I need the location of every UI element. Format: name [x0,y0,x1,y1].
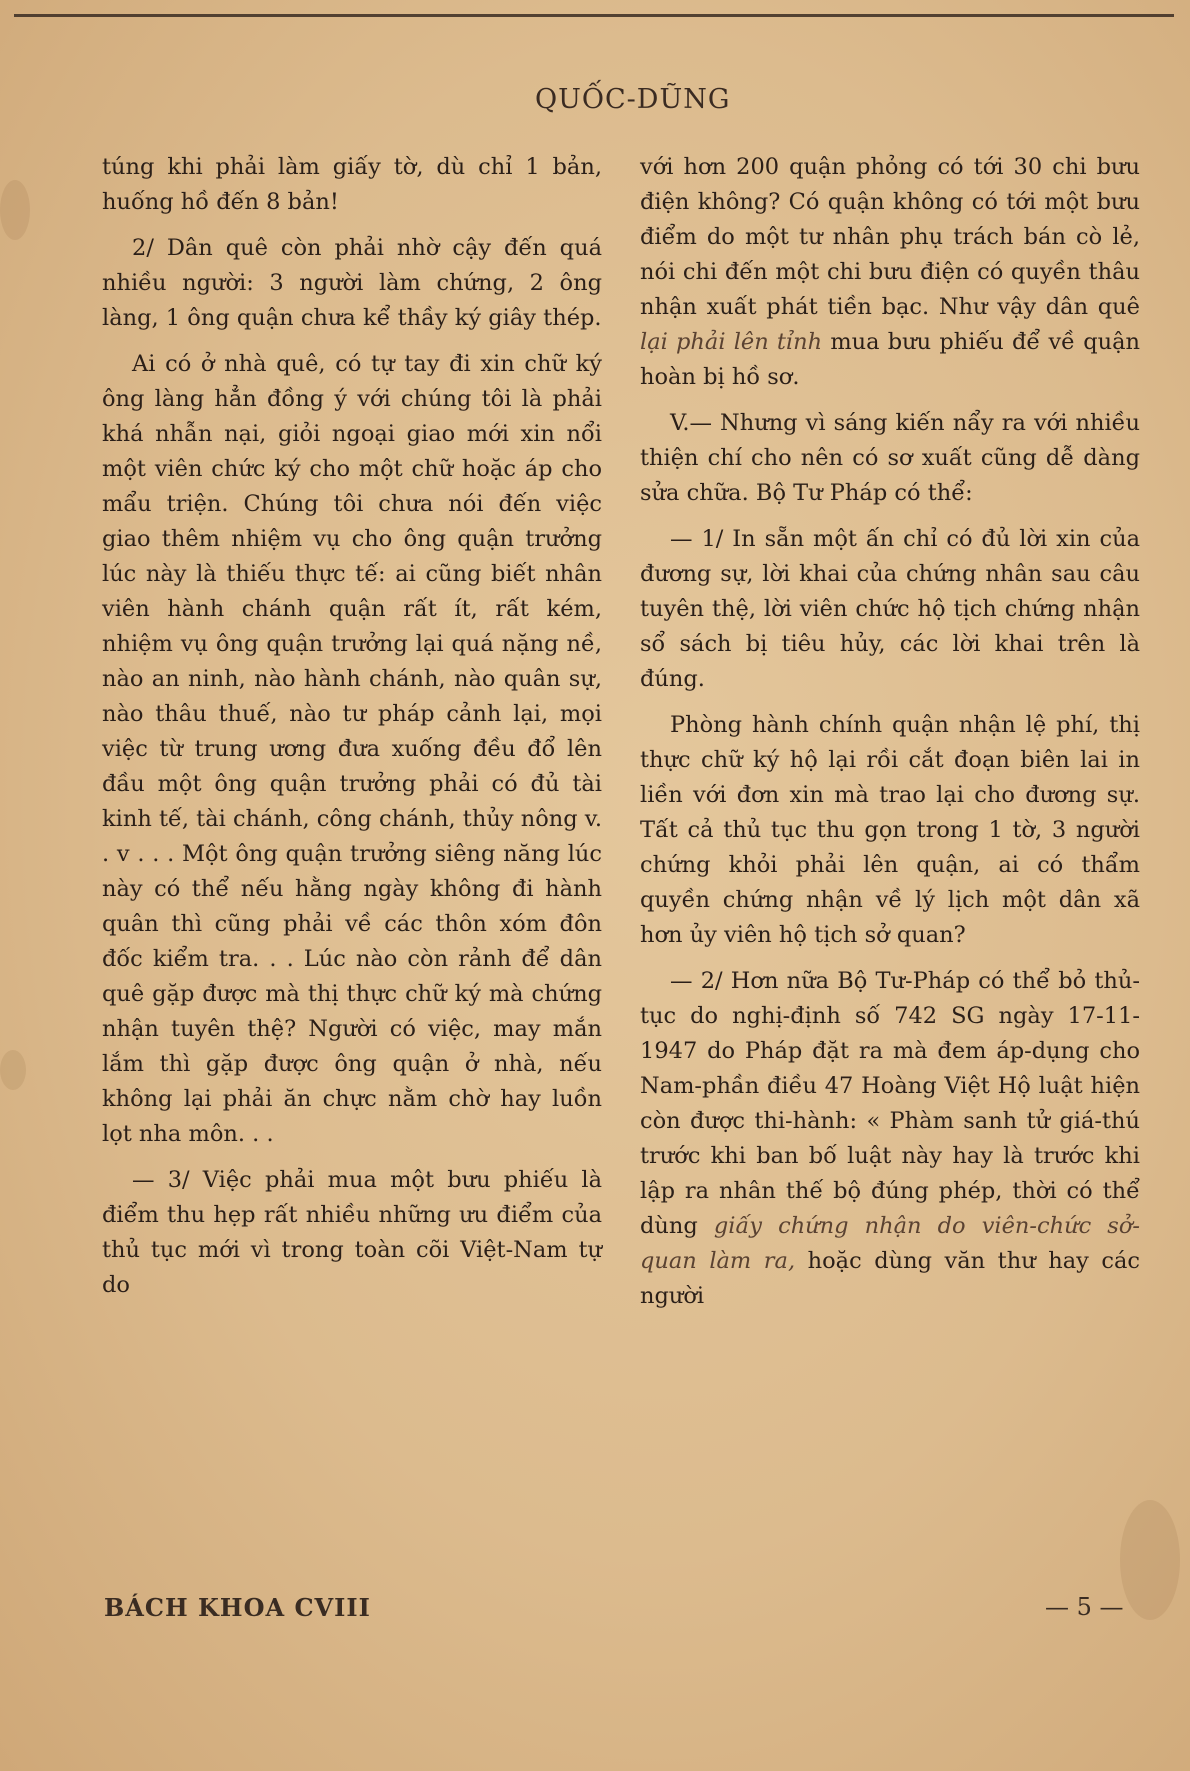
text-run: với hơn 200 quận phỏng có tới 30 chi bưu điện không? Có quận không có tới một bưu điểm do một tư nhân phụ trách bán cò lẻ, nói chi đến một chi bưu điện có quyền thâu nhận xuất phát tiền bạc. Như vậy dân quê [640,154,1140,320]
italic-text: lại phải lên tỉnh [640,329,823,355]
text-run: — 2/ Hơn nữa Bộ Tư-Pháp có thể bỏ thủ-tục do nghị-định số 742 SG ngày 17-11-1947 do Pháp đặt ra mà đem áp-dụng cho Nam-phần điều 47 Hoàng Việt Hộ luật hiện còn được thi-hành: « Phàm sanh tử giá-thú trước khi ban bố luật này hay là trước khi lập ra nhân thế bộ đúng phép, thời có thể dùng [640,968,1140,1239]
publication-name: BÁCH KHOA CVIII [104,1593,371,1622]
page-stain [0,180,30,240]
right-column [640,150,1140,1325]
paragraph: túng khi phải làm giấy tờ, dù chỉ 1 bản, huống hồ đến 8 bản! [102,154,602,215]
paragraph: — 3/ Việc phải mua một bưu phiếu là điểm thu hẹp rất nhiều những ưu điểm của thủ tục mới vì trong toàn cõi Việt-Nam tự do [102,1167,602,1298]
page-stain [1120,1500,1180,1620]
left-column [102,150,602,1314]
italic-text: giấy chứng nhận do viên-chức sở-quan làm ra, [640,1213,1140,1274]
top-rule [14,14,1174,17]
paragraph: Phòng hành chính quận nhận lệ phí, thị thực chữ ký hộ lại rồi cắt đoạn biên lai in liền với đơn xin mà trao lại cho đương sự. Tất cả thủ tục thu gọn trong 1 tờ, 3 người chứng khỏi phải lên quận, ai có thẩm quyền chứng nhận về lý lịch một dân xã hơn ủy viên hộ tịch sở quan? [640,712,1140,948]
paragraph [640,150,1140,395]
text-run: hoặc dùng văn thư hay các người [640,1248,1140,1309]
paragraph: — 1/ In sẵn một ấn chỉ có đủ lời xin của đương sự, lời khai của chứng nhân sau câu tuyên thệ, lời viên chức hộ tịch chứng nhận sổ sách bị tiêu hủy, các lời khai trên là đúng. [640,526,1140,692]
page-number: — 5 — [1045,1593,1124,1621]
paragraph: 2/ Dân quê còn phải nhờ cậy đến quá nhiều người: 3 người làm chứng, 2 ông làng, 1 ông quận chưa kể thầy ký giây thép. [102,235,602,331]
paragraph: Ai có ở nhà quê, có tự tay đi xin chữ ký ông làng hẳn đồng ý với chúng tôi là phải khá nhẫn nại, giỏi ngoại giao mới xin nổi một viên chức ký cho một chữ hoặc áp cho mẩu triện. Chúng tôi chưa nói đến việc giao thêm nhiệm vụ cho ông quận trưởng lúc này là thiếu thực tế: ai cũng biết nhân viên hành chánh quận rất ít, rất kém, nhiệm vụ ông quận trưởng lại quá nặng nề, nào an ninh, nào hành chánh, nào quân sự, nào thâu thuế, nào tư pháp cảnh lại, mọi việc từ trung ương đưa xuống đều đổ lên đầu một ông quận trưởng phải có đủ tài kinh tế, tài chánh, công chánh, thủy nông v. . v . . . Một ông quận trưởng siêng năng lúc này có thể nếu hằng ngày không đi hành quân thì cũng phải về các thôn xóm đôn đốc kiểm tra. . . Lúc nào còn rảnh để dân quê gặp được mà thị thực chữ ký mà chứng nhận tuyên thệ? Người có việc, may mắn lắm thì gặp được ông quận ở nhà, nếu không lại phải ăn chực nằm chờ hay luồn lọt nha môn. . . [102,351,602,1147]
text-run: mua bưu phiếu để về quận hoàn bị hồ sơ. [640,329,1140,390]
running-head: QUỐC-DŨNG [535,84,731,115]
paragraph [640,964,1140,1314]
page-stain [0,1050,26,1090]
paragraph: V.— Nhưng vì sáng kiến nẩy ra với nhiều thiện chí cho nên có sơ xuất cũng dễ dàng sửa chữa. Bộ Tư Pháp có thể: [640,410,1140,506]
